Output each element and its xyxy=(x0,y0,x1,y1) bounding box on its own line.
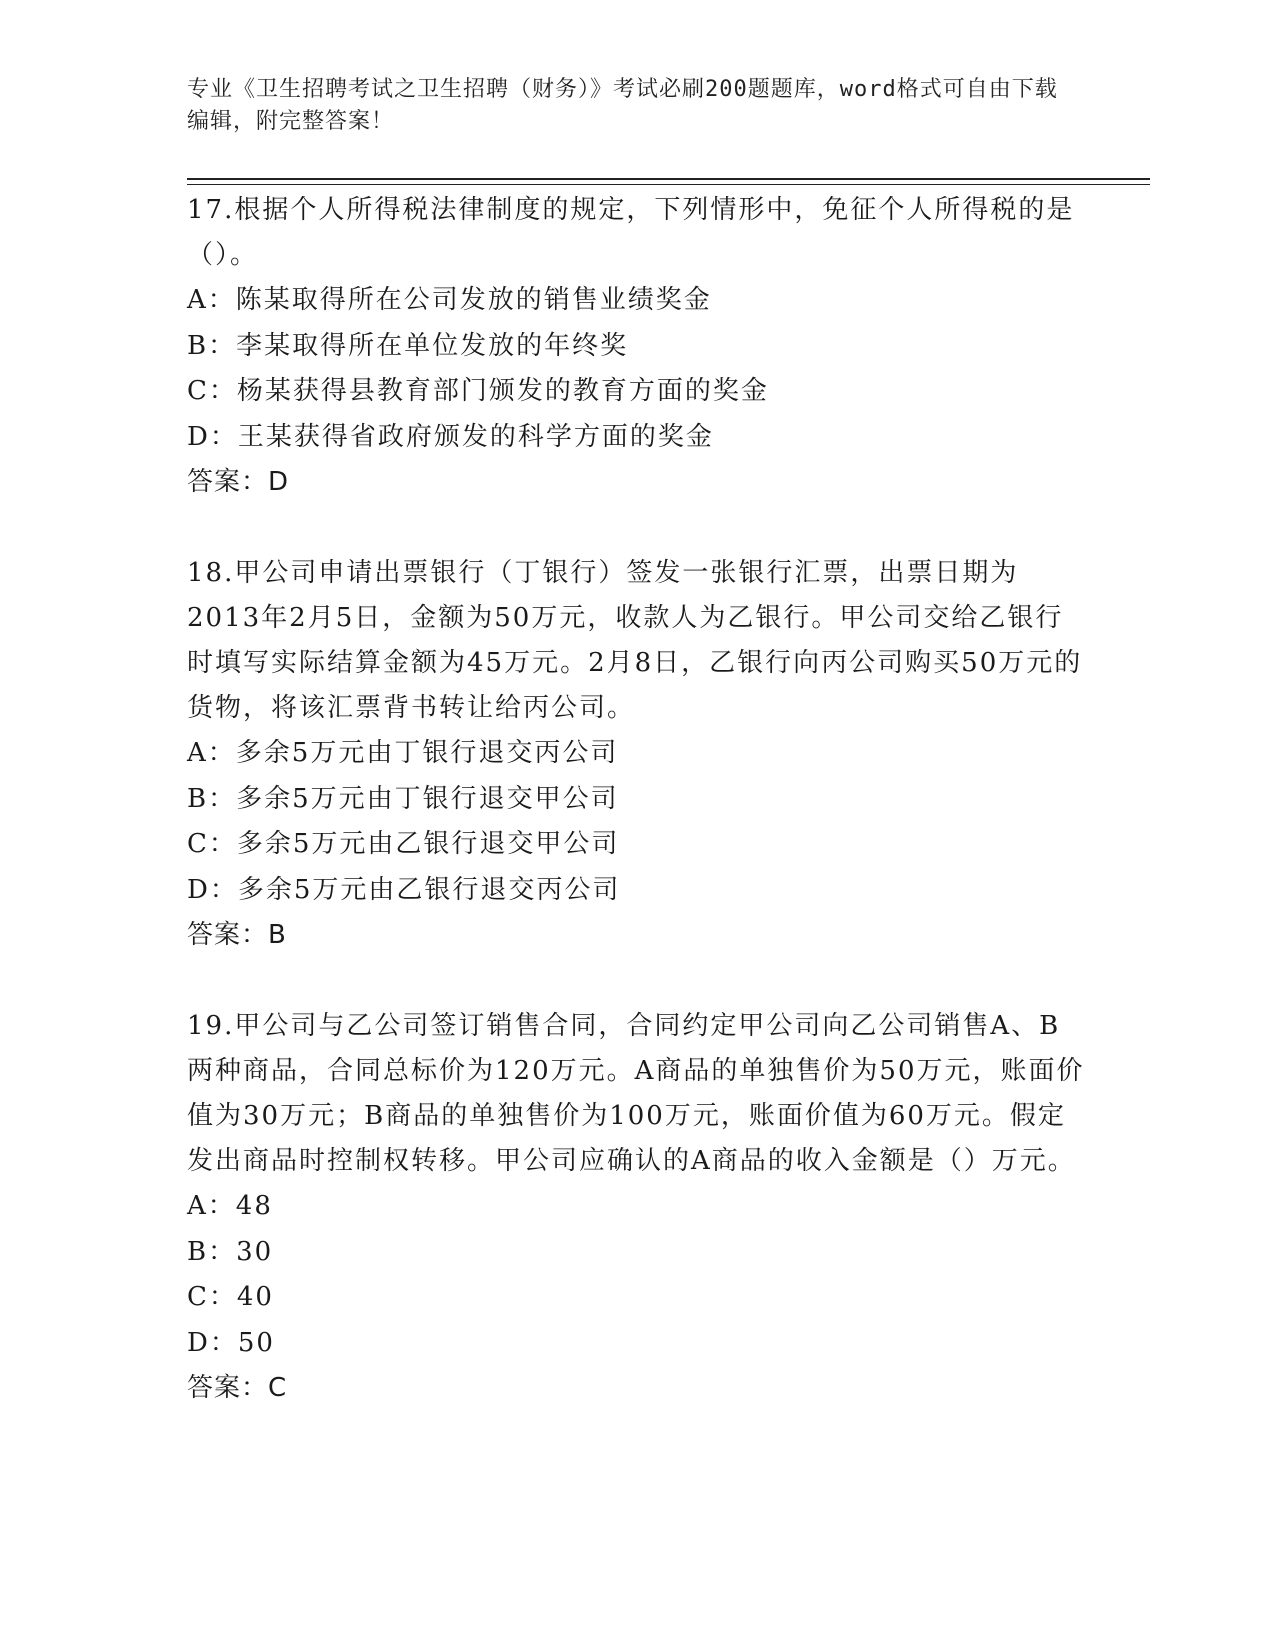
question-stem: 19.甲公司与乙公司签订销售合同，合同约定甲公司向乙公司销售A、B两种商品，合同总标价为120万元。A商品的单独售价为50万元，账面价值为30万元；B商品的单独售价为100万元，账面价值为60万元。假定发出商品时控制权转移。甲公司应确认的A商品的收入金额是（）万元。 xyxy=(187,1011,1085,1176)
option-item: B：30 xyxy=(187,1236,274,1267)
header-divider-thick xyxy=(187,178,1150,180)
question-stem: 17.根据个人所得税法律制度的规定，下列情形中，免征个人所得税的是（）。 xyxy=(187,195,1075,270)
option-item: D：多余5万元由乙银行退交丙公司 xyxy=(187,874,621,905)
option-item: D：王某获得省政府颁发的科学方面的奖金 xyxy=(187,421,714,452)
question-item xyxy=(187,188,1087,505)
option-list xyxy=(187,278,1087,460)
option-item: C：杨某获得县教育部门颁发的教育方面的奖金 xyxy=(187,376,769,406)
question-answer: 答案：B xyxy=(187,920,287,950)
option-item: A：48 xyxy=(187,1191,273,1221)
question-item xyxy=(187,551,1087,958)
question-answer: 答案：D xyxy=(187,467,290,497)
question-stem: 18.甲公司申请出票银行（丁银行）签发一张银行汇票，出票日期为2013年2月5日，金额为50万元，收款人为乙银行。甲公司交给乙银行时填写实际结算金额为45万元。2月8日，乙银行向丙公司购买50万元的货物，将该汇票背书转让给丙公司。 xyxy=(187,558,1083,723)
question-answer: 答案：C xyxy=(187,1373,288,1403)
option-item: A：陈某取得所在公司发放的销售业绩奖金 xyxy=(187,285,712,315)
option-list xyxy=(187,731,1087,913)
question-item xyxy=(187,1004,1087,1411)
document-header: 专业《卫生招聘考试之卫生招聘（财务）》考试必刷200题题库，word格式可自由下载编辑，附完整答案！ xyxy=(187,77,1058,134)
option-item: B：多余5万元由丁银行退交甲公司 xyxy=(187,783,619,814)
option-item: A：多余5万元由丁银行退交丙公司 xyxy=(187,738,619,768)
option-item: C：多余5万元由乙银行退交甲公司 xyxy=(187,829,620,859)
option-item: B：李某取得所在单位发放的年终奖 xyxy=(187,330,629,361)
question-list xyxy=(187,188,1087,1411)
option-list xyxy=(187,1184,1087,1366)
option-item: C：40 xyxy=(187,1282,274,1312)
header-divider-thin xyxy=(187,184,1150,185)
option-item: D：50 xyxy=(187,1327,275,1358)
